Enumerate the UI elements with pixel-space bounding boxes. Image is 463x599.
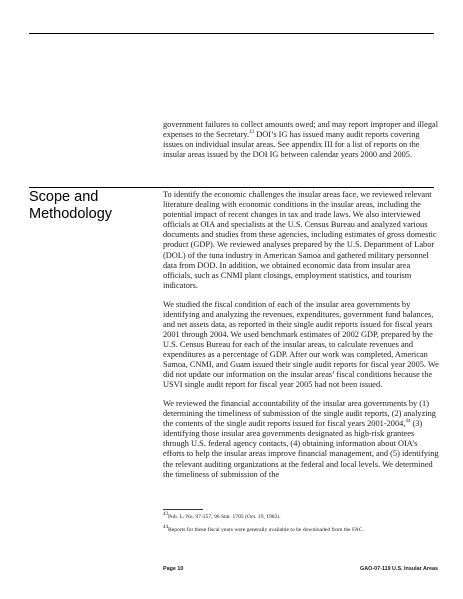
accountability-text-part-a: We reviewed the financial accountability of the insular area governments by (1) determining the timeliness of submission of the single audit reports, (2) analyzing the contents of the single audit reports issued for fiscal years 2001-2004, (163, 398, 436, 429)
footnote-ref-43: 43 (249, 130, 255, 136)
page-footer (163, 566, 438, 576)
intro-text-part-b: DOI’s IG has issued many audit reports covering issues on individual insular areas. See appendix III for a list of reports on the insular areas issued by the DOI IG between calendar years 2000 and 2005. (163, 130, 420, 160)
footnote-text: Pub. L. No. 97-357, 96 Stat. 1705 (Oct. 19, 1982). (168, 514, 281, 520)
paragraph-economic-challenges: To identify the economic challenges the insular areas face, we reviewed relevant literature dealing with economic conditions in the insular areas, including the potential impact of recent changes in tax and trade laws. We also interviewed officials at OIA and specialists at the U.S. Census Bureau and analyzed various documents and studies from these agencies, including estimates of gross domestic product (GDP). We reviewed analyses prepared by the U.S. Department of Labor (DOL) of the tuna industry in American Samoa and gathered military personnel data from DOD. In addition, we obtained economic data from insular area officials, such as CNMI plant closings, employment statistics, and tourism indicators. (163, 190, 437, 290)
section-heading: Scope and Methodology (29, 189, 113, 222)
page-number: Page 10 (163, 566, 184, 572)
footnote-number: 43 (163, 512, 168, 518)
footnote-rule (163, 509, 203, 510)
accountability-text-part-b: (3) identifying those insular area governments designated as high-risk grantees through U.S. federal agency contacts, (4) obtaining information about OIA’s efforts to help the insular areas improve financial management, and (5) identifying the relevant auditing organizations at the federal and local levels. We determined the timeliness of submission of the (163, 419, 439, 479)
section-rule (29, 187, 434, 188)
footnote-number: 44 (163, 525, 168, 531)
intro-paragraph (163, 120, 439, 169)
intro-text (163, 120, 439, 160)
intro-text-part-a: government failures to collect amounts owed; and may report improper and illegal expenses to the Secretary. (163, 120, 439, 140)
report-id: GAO-07-119 U.S. Insular Areas (360, 566, 438, 572)
footnotes (163, 514, 443, 540)
top-rule (29, 33, 434, 34)
footnote-43 (163, 514, 443, 521)
paragraph-fiscal-condition: We studied the fiscal condition of each of the insular area governments by identifying and analyzing the revenues, expenditures, government fund balances, and net assets data, as reported in their single audit reports issued for fiscal years 2001 through 2004. We used benchmark estimates of 2002 GDP, prepared by the U.S. Census Bureau for each of the insular areas, to calculate revenues and expenditures as a percentage of GDP. After our work was completed, American Samoa, CNMI, and Guam issued their single audit reports for fiscal year 2005. We did not update our information on the insular areas’ fiscal conditions because the USVI single audit report for fiscal year 2005 had not been issued. (163, 299, 439, 390)
section-body (163, 190, 439, 488)
footnote-44 (163, 527, 443, 534)
footnote-ref-44: 44 (405, 419, 411, 425)
paragraph-financial-accountability (163, 399, 439, 480)
footnote-text: Reports for these fiscal years were generally available to be downloaded from the FAC. (168, 527, 364, 533)
